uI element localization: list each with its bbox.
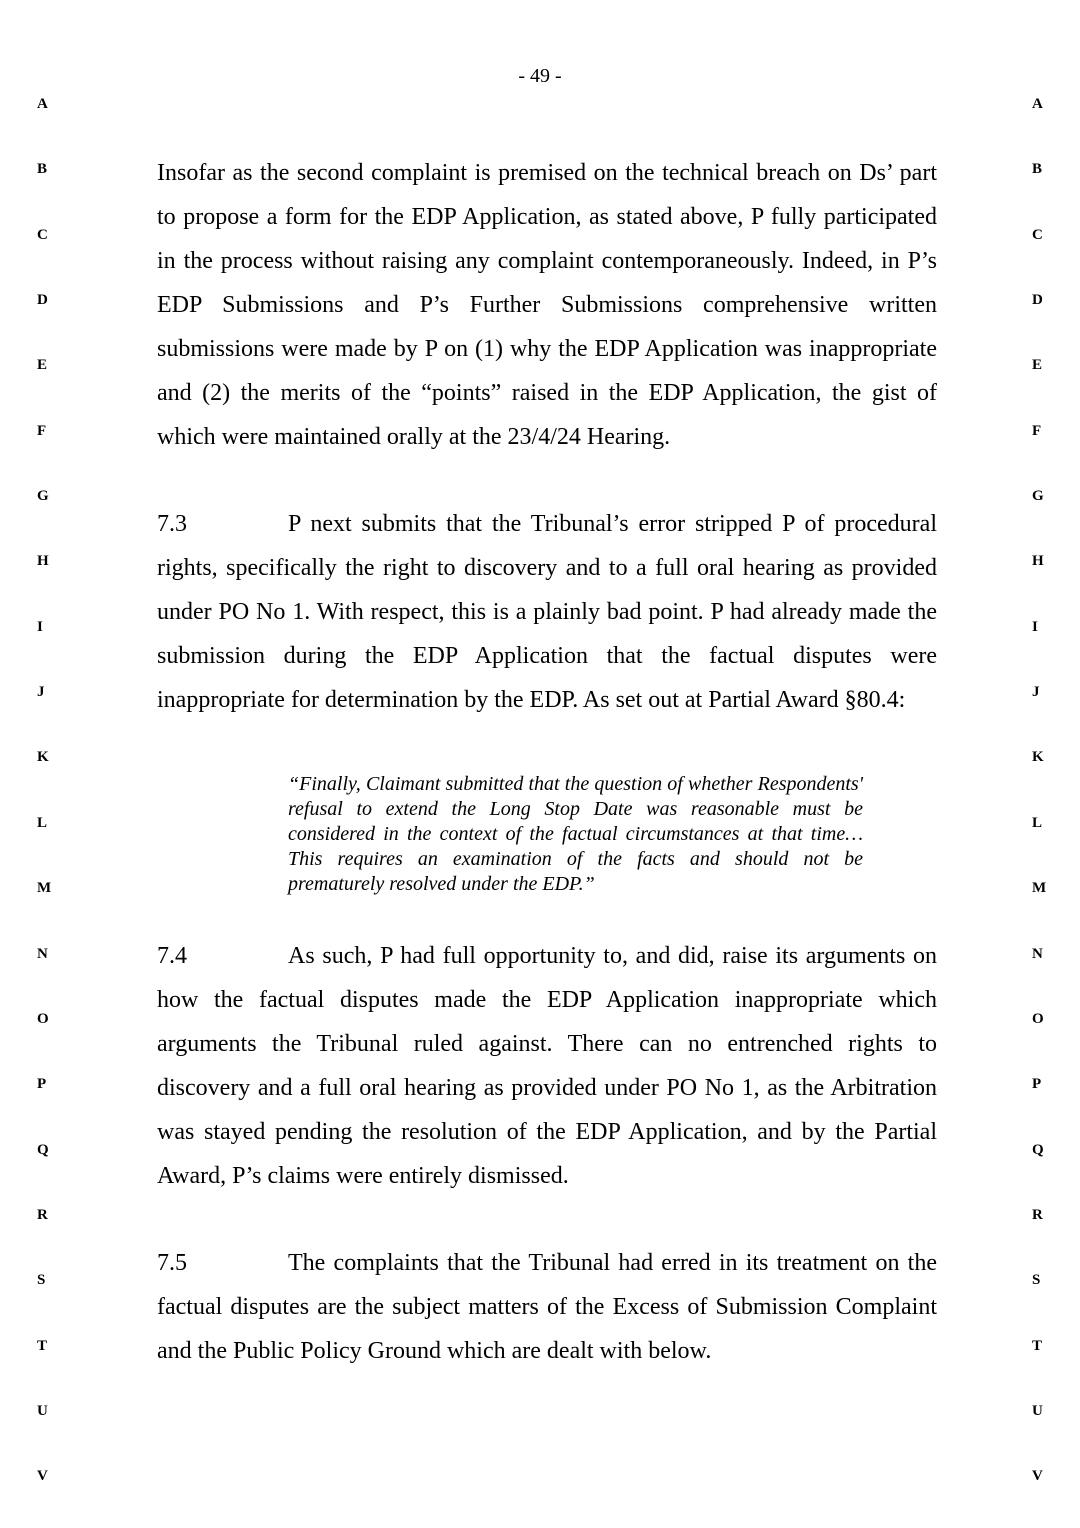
margin-letter-u: U — [37, 1403, 48, 1419]
margin-letter-b: B — [1032, 161, 1043, 177]
margin-letter-i: I — [37, 619, 43, 635]
margin-letter-l: L — [37, 815, 48, 831]
margin-letter-p: P — [37, 1076, 47, 1092]
paragraph-7-3 — [157, 502, 937, 722]
paragraph-text: Insofar as the second complaint is premised on the technical breach on Ds’ part to propose a form for the EDP Application, as stated above, P fully participated in the process without raising any complaint contemporaneously. Indeed, in P’s EDP Submissions and P’s Further Submissions comprehensive written submissions were made by P on (1) why the EDP Application was inappropriate and (2) the merits of the “points” raised in the EDP Application, the gist of which were maintained orally at the 23/4/24 Hearing. — [157, 160, 937, 450]
margin-letter-o: O — [1032, 1011, 1044, 1027]
paragraph-continuation — [157, 151, 937, 459]
margin-letter-m: M — [1032, 880, 1047, 896]
margin-letter-k: K — [1032, 749, 1044, 765]
margin-letter-g: G — [37, 488, 49, 504]
paragraph-text: As such, P had full opportunity to, and did, raise its arguments on how the factual disputes made the EDP Application inappropriate which arguments the Tribunal ruled against. There can no entrenched rights to discovery and a full oral hearing as provided under PO No 1, as the Arbitration was stayed pending the resolution of the EDP Application, and by the Partial Award, P’s claims were entirely dismissed. — [157, 943, 937, 1189]
paragraph-7-5 — [157, 1241, 937, 1373]
margin-letter-n: N — [1032, 946, 1043, 962]
margin-letter-q: Q — [37, 1142, 49, 1158]
margin-letter-a: A — [37, 96, 48, 112]
quote-text: “Finally, Claimant submitted that the question of whether Respondents' refusal to extend the Long Stop Date was reasonable must be considered in the context of the factual circumstances at that time… This requires an examination of the facts and should not be prematurely resolved under the EDP.” — [288, 773, 863, 895]
margin-letter-t: T — [37, 1338, 48, 1354]
margin-letter-j: J — [37, 684, 45, 700]
margin-letter-p: P — [1032, 1076, 1042, 1092]
margin-letter-j: J — [1032, 684, 1040, 700]
margin-letter-e: E — [1032, 357, 1043, 373]
margin-letter-v: V — [1032, 1468, 1043, 1484]
margin-letter-r: R — [1032, 1207, 1043, 1223]
margin-letter-h: H — [1032, 553, 1044, 569]
margin-letter-s: S — [37, 1272, 46, 1288]
margin-letter-c: C — [1032, 227, 1043, 243]
margin-letter-d: D — [37, 292, 48, 308]
margin-letter-f: F — [37, 423, 47, 439]
paragraph-number: 7.4 — [157, 943, 187, 969]
margin-letter-c: C — [37, 227, 48, 243]
margin-letter-g: G — [1032, 488, 1044, 504]
margin-letter-a: A — [1032, 96, 1043, 112]
margin-letter-n: N — [37, 946, 48, 962]
margin-letter-i: I — [1032, 619, 1038, 635]
margin-letter-u: U — [1032, 1403, 1043, 1419]
margin-letter-h: H — [37, 553, 49, 569]
margin-letter-m: M — [37, 880, 52, 896]
paragraph-text: P next submits that the Tribunal’s error stripped P of procedural rights, specifically the right to discovery and to a full oral hearing as provided under PO No 1. With respect, this is a plainly bad point. P had already made the submission during the EDP Application that the factual disputes were inappropriate for determination by the EDP. As set out at Partial Award §80.4: — [157, 511, 937, 713]
paragraph-number: 7.5 — [157, 1250, 187, 1276]
margin-letter-r: R — [37, 1207, 48, 1223]
margin-letter-d: D — [1032, 292, 1043, 308]
margin-letter-k: K — [37, 749, 49, 765]
margin-letter-e: E — [37, 357, 48, 373]
paragraph-number: 7.3 — [157, 511, 187, 537]
margin-letter-l: L — [1032, 815, 1043, 831]
margin-letter-t: T — [1032, 1338, 1043, 1354]
block-quote — [288, 772, 863, 897]
paragraph-text: The complaints that the Tribunal had erred in its treatment on the factual disputes are the subject matters of the Excess of Submission Complaint and the Public Policy Ground which are dealt with below. — [157, 1250, 937, 1364]
margin-letter-b: B — [37, 161, 48, 177]
page-number: - 49 - — [518, 65, 562, 87]
margin-letter-s: S — [1032, 1272, 1041, 1288]
margin-letter-v: V — [37, 1468, 48, 1484]
margin-letter-f: F — [1032, 423, 1042, 439]
paragraph-7-4 — [157, 934, 937, 1198]
margin-letter-q: Q — [1032, 1142, 1044, 1158]
margin-letter-o: O — [37, 1011, 49, 1027]
